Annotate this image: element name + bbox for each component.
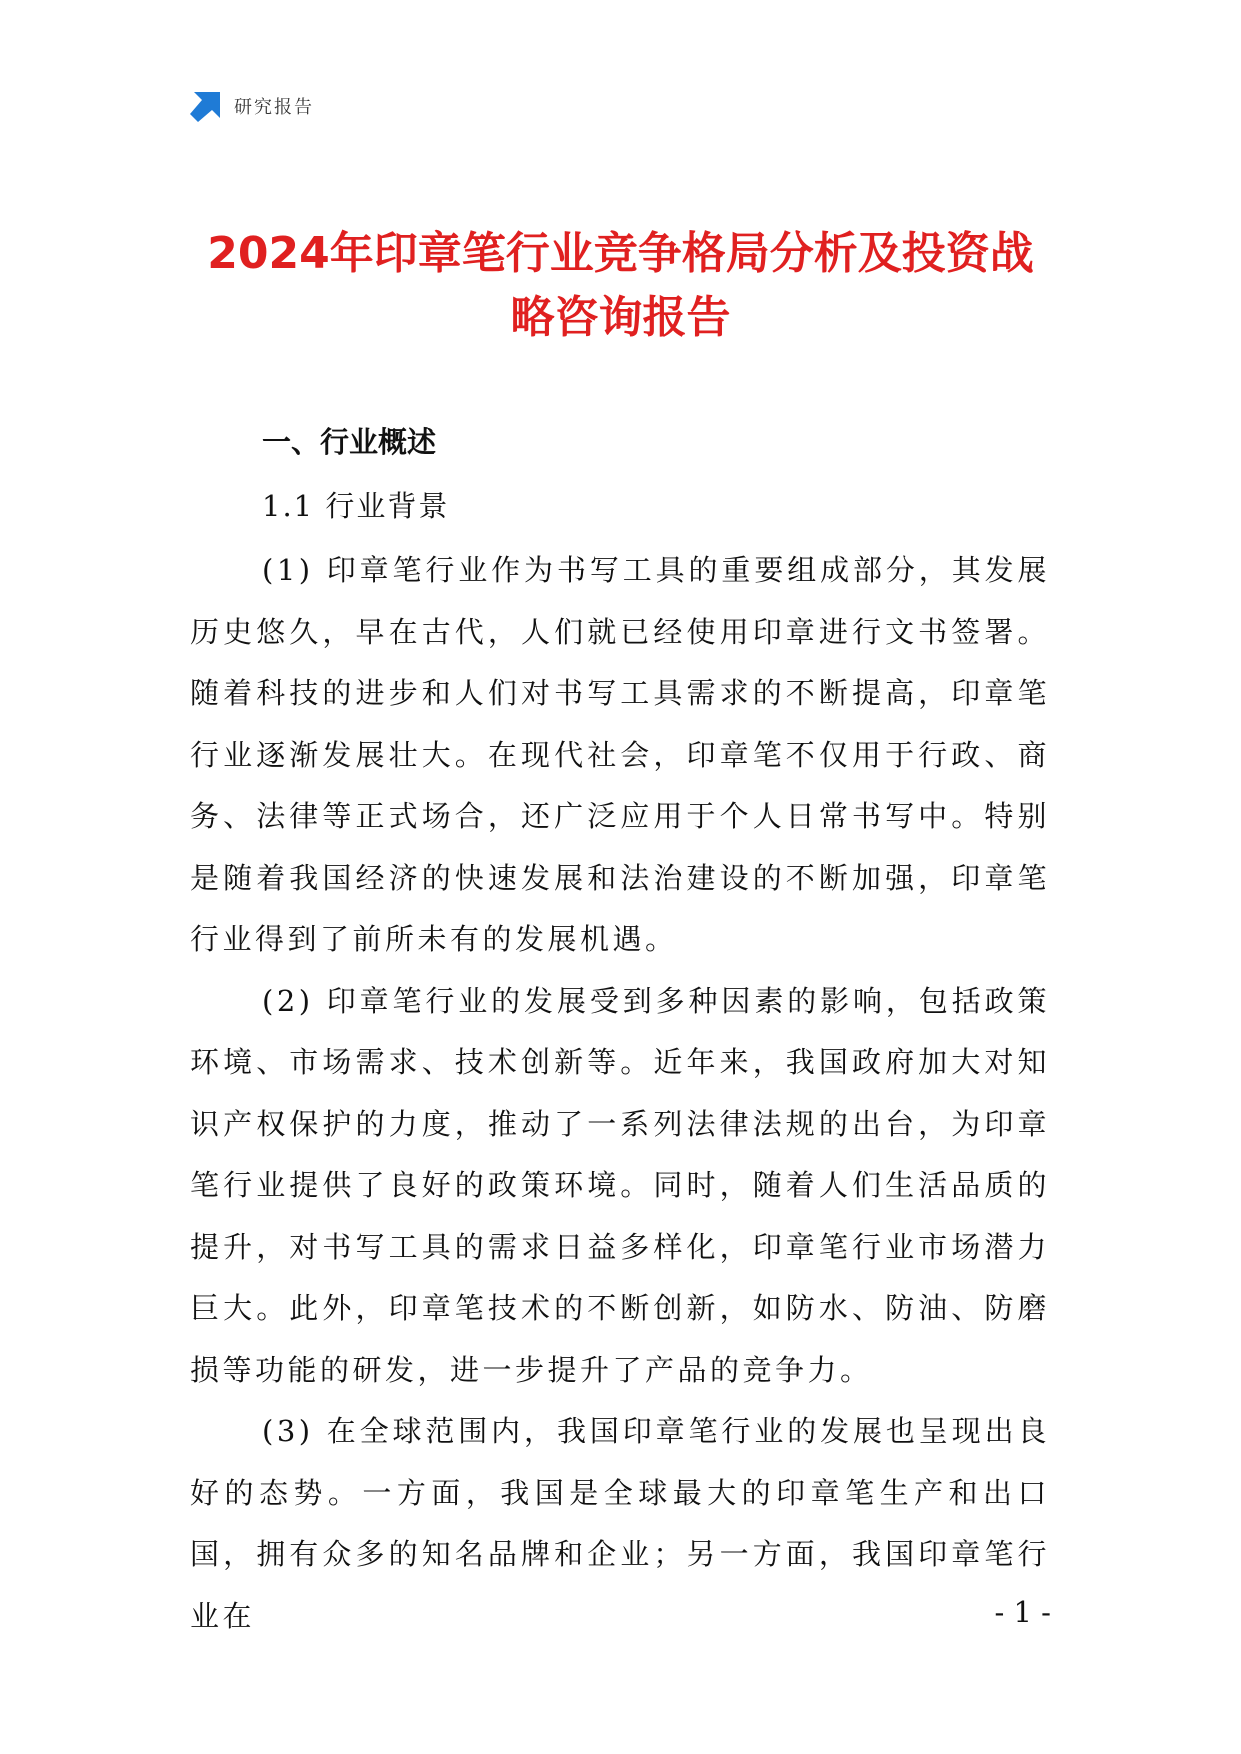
paragraph-1: (1) 印章笔行业作为书写工具的重要组成部分，其发展历史悠久，早在古代，人们就已经使用印章进行文书签署。随着科技的进步和人们对书写工具需求的不断提高，印章笔行业逐渐发展壮大。在现代社会，印章笔不仅用于行政、商务、法律等正式场合，还广泛应用于个人日常书写中。特别是随着我国经济的快速发展和法治建设的不断加强，印章笔行业得到了前所未有的发展机遇。 <box>190 553 1050 956</box>
body-content <box>190 540 1050 1647</box>
title-line-2: 略咨询报告 <box>510 292 731 343</box>
document-title <box>150 222 1091 350</box>
page-header <box>190 90 314 122</box>
page-number-footer <box>0 1595 1241 1629</box>
arrow-up-right-icon <box>190 90 222 122</box>
sub-heading: 1.1 行业背景 <box>262 489 450 523</box>
title-line-1: 2024年印章笔行业竞争格局分析及投资战 <box>207 228 1034 279</box>
header-label: 研究报告 <box>234 97 314 118</box>
paragraph-2: (2) 印章笔行业的发展受到多种因素的影响，包括政策环境、市场需求、技术创新等。近年来，我国政府加大对知识产权保护的力度，推动了一系列法律法规的出台，为印章笔行业提供了良好的政策环境。同时，随着人们生活品质的提升，对书写工具的需求日益多样化，印章笔行业市场潜力巨大。此外，印章笔技术的不断创新，如防水、防油、防磨损等功能的研发，进一步提升了产品的竞争力。 <box>190 983 1050 1387</box>
paragraph-3: (3) 在全球范围内，我国印章笔行业的发展也呈现出良好的态势。一方面，我国是全球最大的印章笔生产和出口国，拥有众多的知名品牌和企业；另一方面，我国印章笔行业在 <box>190 1414 1050 1633</box>
page-number: - 1 - <box>994 1595 1051 1629</box>
section-heading: 一、行业概述 <box>262 425 437 459</box>
